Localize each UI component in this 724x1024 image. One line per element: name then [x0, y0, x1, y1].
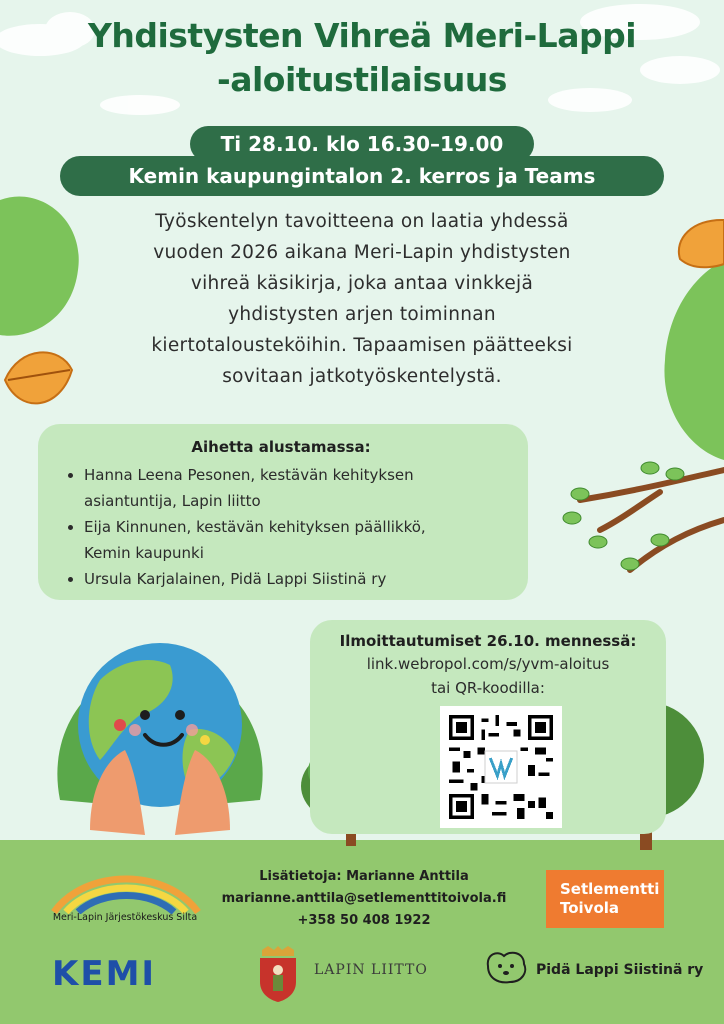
contact-phone[interactable]: +358 50 408 1922	[297, 913, 431, 928]
speaker-line: Kemin kaupunki	[84, 544, 204, 562]
contact-info	[204, 866, 524, 932]
pida-lappi-siistina-logo-text: Pidä Lappi Siistinä ry	[536, 962, 704, 978]
qr-code-icon	[449, 715, 553, 819]
kemi-logo: KEMI	[52, 954, 157, 994]
earth-hands-illustration	[40, 630, 280, 850]
orange-leaf-left-icon	[0, 340, 80, 420]
intro-line: kiertotalousteköihin. Tapaamisen päätteeksi	[151, 335, 573, 356]
title-line-2: -aloitustilaisuus	[217, 60, 507, 99]
contact-email[interactable]: marianne.anttila@setlementtitoivola.fi	[221, 891, 507, 906]
right-tree-decoration	[650, 260, 724, 460]
contact-label: Lisätietoja: Marianne Anttila	[259, 869, 469, 884]
registration-box	[310, 620, 666, 834]
setlementti-toivola-logo	[546, 870, 664, 928]
setlementti-line-2: Toivola	[560, 899, 620, 917]
orange-leaf-right-icon	[672, 214, 724, 284]
list-item	[84, 566, 518, 592]
list-item	[84, 462, 518, 514]
list-item	[84, 514, 518, 566]
intro-line: yhdistysten arjen toiminnan	[228, 304, 496, 325]
intro-line: vihreä käsikirja, joka antaa vinkkejä	[190, 273, 534, 294]
lapin-liitto-crest-icon	[254, 944, 302, 1004]
registration-link[interactable]: link.webropol.com/s/yvm-aloitus	[366, 655, 610, 673]
speakers-list	[64, 462, 518, 592]
intro-text	[80, 206, 644, 392]
speaker-line: Hanna Leena Pesonen, kestävän kehityksen	[84, 466, 414, 484]
speaker-line: Eija Kinnunen, kestävän kehityksen päällikkö,	[84, 518, 426, 536]
intro-line: sovitaan jatkotyöskentelystä.	[222, 366, 502, 387]
page-title	[0, 14, 724, 102]
silta-rainbow-logo	[46, 868, 206, 914]
speakers-heading: Aihetta alustamassa:	[191, 438, 371, 456]
setlementti-line-1: Setlementti	[560, 880, 660, 898]
lapin-liitto-logo-text: LAPIN LIITTO	[314, 962, 428, 978]
qr-caption: tai QR-koodilla:	[431, 679, 545, 697]
silta-logo-text: Meri-Lapin Järjestökeskus Silta	[52, 912, 198, 923]
speakers-box	[38, 424, 528, 600]
registration-heading: Ilmoittautumiset 26.10. mennessä:	[339, 632, 637, 650]
intro-line: Työskentelyn tavoitteena on laatia yhdessä	[155, 211, 569, 232]
bear-logo-icon	[482, 946, 532, 986]
qr-code[interactable]	[440, 706, 562, 828]
place-pill: Kemin kaupungintalon 2. kerros ja Teams	[60, 156, 664, 196]
speaker-line: asiantuntija, Lapin liitto	[84, 492, 261, 510]
title-line-1: Yhdistysten Vihreä Meri-Lappi	[87, 16, 637, 55]
date-pill: Ti 28.10. klo 16.30–19.00	[190, 126, 534, 162]
speaker-line: Ursula Karjalainen, Pidä Lappi Siistinä ry	[84, 570, 387, 588]
branch-decoration	[560, 460, 724, 580]
intro-line: vuoden 2026 aikana Meri-Lapin yhdistysten	[153, 242, 571, 263]
